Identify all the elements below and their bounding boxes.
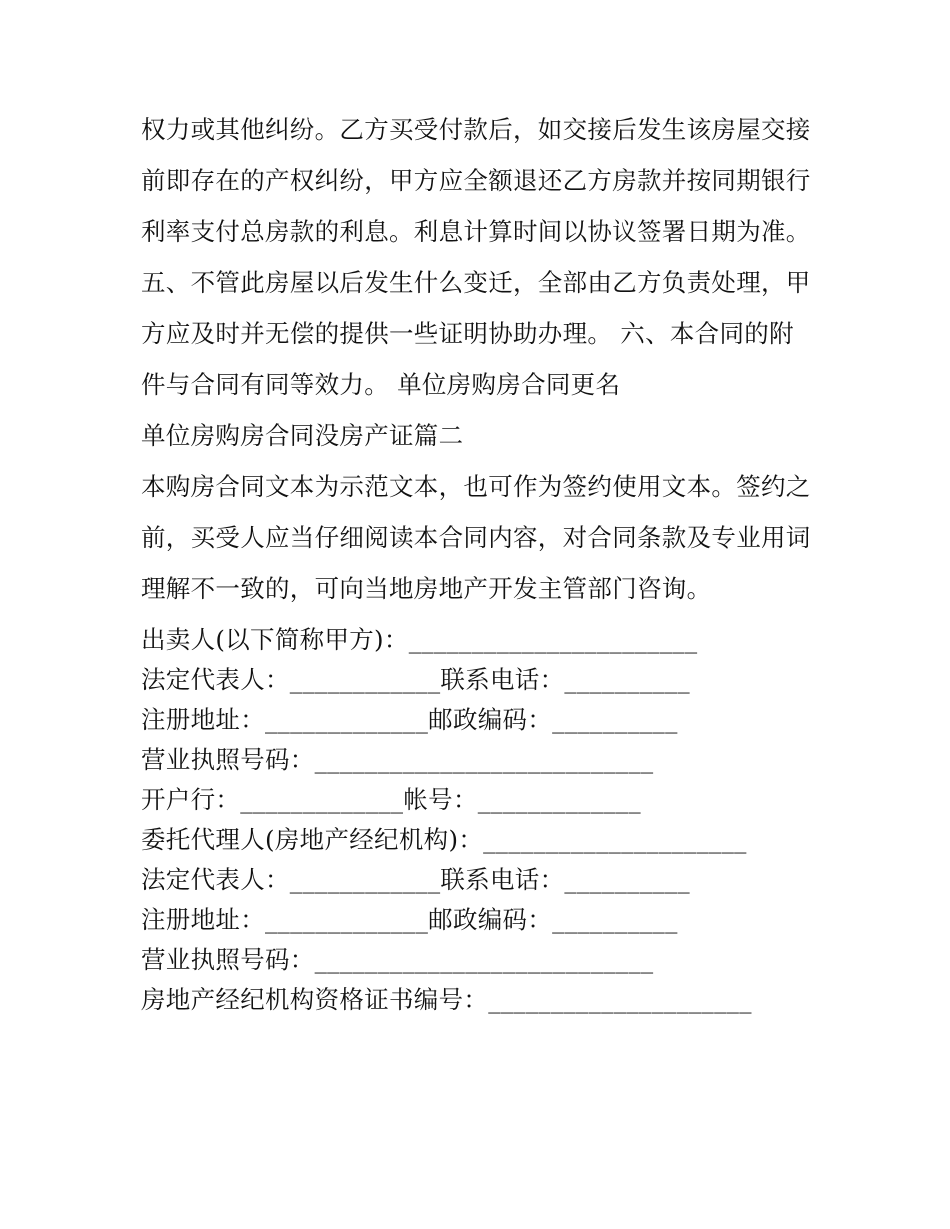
- seller-business-license-field: 营业执照号码：___________________________: [141, 745, 654, 774]
- seller-name-field: 出卖人(以下简称甲方)：_______________________: [141, 625, 698, 654]
- agent-legal-rep-phone-field: 法定代表人：____________联系电话：__________: [141, 865, 690, 894]
- agent-qualification-cert-field: 房地产经纪机构资格证书编号：_____________________: [141, 985, 752, 1014]
- paragraph-2-line-2: 方应及时并无偿的提供一些证明协助办理。 六、本合同的附: [141, 319, 794, 348]
- paragraph-1-line-1: 权力或其他纠纷。乙方买受付款后，如交接后发生该房屋交接: [141, 115, 811, 144]
- paragraph-1-line-3: 利率支付总房款的利息。利息计算时间以协议签署日期为准。: [141, 217, 811, 246]
- section-title: 单位房购房合同没房产证篇二: [141, 421, 464, 450]
- seller-legal-rep-phone-field: 法定代表人：____________联系电话：__________: [141, 665, 690, 694]
- seller-address-postcode-field: 注册地址：_____________邮政编码：__________: [141, 705, 678, 734]
- paragraph-2-line-1: 五、不管此房屋以后发生什么变迁，全部由乙方负责处理，甲: [141, 268, 811, 297]
- agent-name-field: 委托代理人(房地产经纪机构)：_____________________: [141, 825, 747, 854]
- document-body: [141, 110, 821, 1020]
- agent-address-postcode-field: 注册地址：_____________邮政编码：__________: [141, 905, 678, 934]
- paragraph-3-line-2: 前，买受人应当仔细阅读本合同内容，对合同条款及专业用词: [141, 523, 811, 552]
- paragraph-2-line-3: 件与合同有同等效力。 单位房购房合同更名: [141, 370, 621, 399]
- agent-business-license-field: 营业执照号码：___________________________: [141, 945, 654, 974]
- paragraph-3-line-3: 理解不一致的，可向当地房地产开发主管部门咨询。: [141, 574, 712, 603]
- paragraph-3-line-1: 本购房合同文本为示范文本，也可作为签约使用文本。签约之: [141, 472, 811, 501]
- seller-bank-account-field: 开户行：_____________帐号：_____________: [141, 785, 641, 814]
- paragraph-1-line-2: 前即存在的产权纠纷，甲方应全额退还乙方房款并按同期银行: [141, 166, 811, 195]
